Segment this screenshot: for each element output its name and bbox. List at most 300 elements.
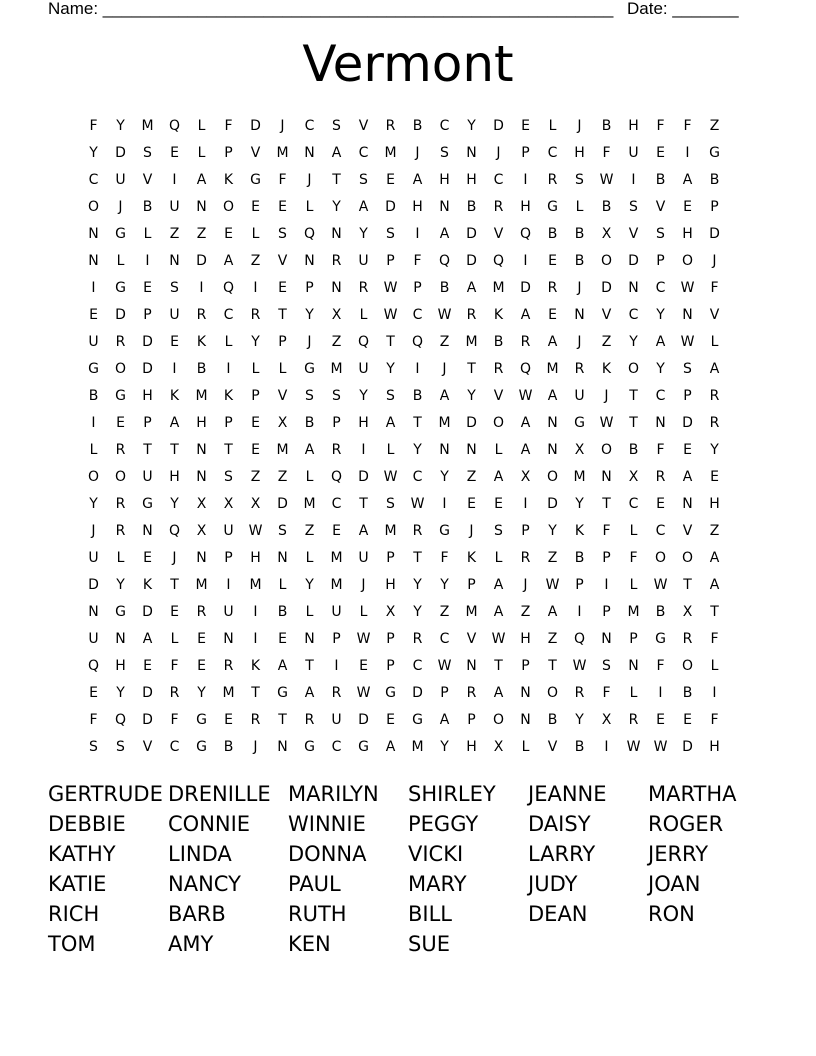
word-list-item: DAISY — [528, 812, 591, 836]
grid-letter: G — [439, 522, 450, 539]
grid-letter: P — [224, 549, 233, 566]
grid-letter: G — [115, 387, 126, 404]
grid-letter: A — [709, 549, 720, 566]
grid-letter: C — [628, 495, 639, 512]
grid-letter: B — [412, 387, 423, 404]
grid-letter: E — [332, 522, 341, 539]
grid-letter: M — [276, 144, 289, 161]
grid-letter: F — [710, 711, 719, 728]
grid-letter: I — [523, 252, 528, 269]
grid-letter: J — [442, 360, 447, 377]
grid-letter: R — [574, 684, 585, 701]
grid-letter: H — [520, 198, 531, 215]
grid-letter: E — [359, 657, 368, 674]
grid-letter: U — [574, 387, 585, 404]
grid-letter: R — [466, 684, 477, 701]
grid-letter: Z — [601, 333, 612, 350]
grid-letter: C — [439, 117, 450, 134]
grid-letter: B — [439, 279, 450, 296]
grid-letter: D — [115, 144, 126, 161]
grid-letter: S — [170, 279, 179, 296]
grid-letter: J — [307, 333, 312, 350]
grid-letter: R — [628, 711, 639, 728]
grid-letter: L — [575, 198, 584, 215]
grid-letter: L — [629, 576, 638, 593]
grid-letter: K — [250, 657, 261, 674]
grid-letter: R — [250, 711, 261, 728]
grid-letter: S — [143, 144, 152, 161]
grid-letter: V — [682, 522, 693, 539]
grid-letter: T — [413, 549, 422, 566]
grid-letter: T — [332, 171, 341, 188]
grid-letter: A — [304, 441, 315, 458]
word-list-item: TOM — [48, 932, 96, 956]
grid-letter: V — [709, 306, 720, 323]
grid-letter: O — [492, 711, 505, 728]
grid-letter: A — [439, 225, 450, 242]
grid-letter: T — [467, 360, 476, 377]
grid-letter: H — [628, 117, 639, 134]
grid-letter: F — [710, 630, 719, 647]
grid-letter: P — [386, 657, 395, 674]
grid-letter: L — [278, 576, 287, 593]
grid-letter: E — [683, 711, 692, 728]
word-list-item: JERRY — [648, 842, 709, 866]
grid-letter: H — [358, 414, 369, 431]
grid-letter: Q — [492, 252, 505, 269]
grid-letter: L — [386, 441, 395, 458]
grid-letter: A — [709, 576, 720, 593]
grid-letter: N — [88, 225, 99, 242]
grid-letter: A — [169, 414, 180, 431]
grid-letter: E — [89, 684, 98, 701]
grid-letter: P — [467, 711, 476, 728]
grid-letter: A — [385, 738, 396, 755]
grid-letter: N — [439, 441, 450, 458]
grid-letter: V — [547, 738, 558, 755]
grid-letter: A — [439, 711, 450, 728]
grid-letter: R — [115, 441, 126, 458]
grid-letter: O — [681, 252, 694, 269]
grid-letter: Y — [170, 495, 179, 512]
grid-letter: R — [331, 441, 342, 458]
grid-letter: N — [277, 738, 288, 755]
grid-letter: I — [361, 441, 366, 458]
grid-letter: I — [658, 684, 663, 701]
grid-letter: J — [361, 576, 366, 593]
grid-letter: J — [604, 387, 609, 404]
grid-letter: Y — [251, 333, 260, 350]
grid-letter: R — [682, 630, 693, 647]
grid-letter: E — [386, 171, 395, 188]
grid-letter: U — [223, 603, 234, 620]
grid-letter: R — [520, 549, 531, 566]
grid-letter: I — [172, 171, 177, 188]
grid-letter: I — [253, 603, 258, 620]
grid-letter: I — [685, 144, 690, 161]
grid-letter: N — [466, 657, 477, 674]
grid-letter: X — [223, 495, 234, 512]
grid-letter: D — [466, 414, 477, 431]
grid-letter: Q — [168, 522, 181, 539]
grid-letter: H — [466, 171, 477, 188]
grid-letter: D — [466, 252, 477, 269]
grid-letter: R — [655, 468, 666, 485]
grid-letter: E — [143, 549, 152, 566]
grid-letter: N — [196, 549, 207, 566]
grid-letter: Q — [87, 657, 100, 674]
grid-letter: E — [143, 657, 152, 674]
grid-letter: T — [602, 495, 611, 512]
grid-letter: L — [116, 252, 125, 269]
grid-letter: M — [195, 576, 208, 593]
grid-letter: K — [223, 387, 234, 404]
grid-letter: R — [358, 279, 369, 296]
grid-letter: N — [304, 144, 315, 161]
word-list-item: BILL — [408, 902, 452, 926]
grid-letter: A — [655, 333, 666, 350]
grid-letter: A — [493, 468, 504, 485]
grid-letter: H — [709, 738, 720, 755]
grid-letter: V — [493, 387, 504, 404]
grid-letter: Z — [250, 468, 261, 485]
grid-letter: L — [170, 630, 179, 647]
grid-letter: C — [358, 144, 369, 161]
word-list-item: MARY — [408, 872, 467, 896]
grid-letter: G — [574, 414, 585, 431]
grid-letter: N — [628, 657, 639, 674]
grid-letter: A — [493, 603, 504, 620]
grid-letter: Z — [439, 333, 450, 350]
grid-letter: A — [547, 603, 558, 620]
grid-letter: B — [601, 117, 612, 134]
grid-letter: Y — [116, 576, 125, 593]
name-field-label: Name: ______________________________________________________ — [48, 0, 614, 18]
grid-letter: O — [600, 252, 613, 269]
grid-letter: T — [224, 441, 233, 458]
grid-letter: O — [87, 198, 100, 215]
grid-letter: P — [413, 279, 422, 296]
word-list — [48, 779, 768, 959]
grid-letter: E — [170, 603, 179, 620]
word-list-item: LARRY — [528, 842, 596, 866]
grid-letter: N — [439, 198, 450, 215]
grid-letter: A — [439, 387, 450, 404]
grid-letter: R — [385, 117, 396, 134]
grid-letter: T — [548, 657, 557, 674]
grid-letter: P — [143, 414, 152, 431]
grid-letter: M — [330, 360, 343, 377]
grid-letter: S — [683, 360, 692, 377]
grid-letter: Y — [440, 738, 449, 755]
grid-letter: P — [440, 684, 449, 701]
grid-letter: G — [277, 684, 288, 701]
word-list-item: RUTH — [288, 902, 347, 926]
grid-letter: I — [253, 279, 258, 296]
grid-letter: D — [385, 198, 396, 215]
grid-letter: U — [115, 171, 126, 188]
grid-letter: C — [412, 306, 423, 323]
grid-letter: G — [115, 279, 126, 296]
grid-letter: C — [331, 738, 342, 755]
word-list-item: GERTRUDE — [48, 782, 163, 806]
grid-letter: U — [88, 549, 99, 566]
grid-letter: U — [358, 252, 369, 269]
grid-letter: A — [682, 171, 693, 188]
grid-letter: K — [196, 333, 207, 350]
grid-letter: W — [410, 495, 425, 512]
grid-letter: E — [197, 630, 206, 647]
grid-letter: Y — [89, 144, 98, 161]
grid-letter: A — [520, 414, 531, 431]
grid-letter: E — [548, 252, 557, 269]
grid-letter: S — [494, 522, 503, 539]
grid-letter: G — [196, 738, 207, 755]
grid-letter: J — [415, 144, 420, 161]
grid-letter: H — [709, 495, 720, 512]
grid-letter: E — [521, 117, 530, 134]
grid-letter: H — [115, 657, 126, 674]
word-list-item: NANCY — [168, 872, 241, 896]
grid-letter: H — [412, 198, 423, 215]
grid-letter: L — [251, 225, 260, 242]
grid-letter: U — [331, 603, 342, 620]
grid-letter: P — [305, 279, 314, 296]
grid-letter: G — [412, 711, 423, 728]
grid-letter: E — [224, 711, 233, 728]
grid-letter: O — [492, 414, 505, 431]
grid-letter: X — [520, 468, 531, 485]
grid-letter: W — [680, 333, 695, 350]
grid-letter: F — [656, 441, 665, 458]
grid-letter: I — [226, 360, 231, 377]
grid-letter: X — [601, 711, 612, 728]
grid-letter: Y — [656, 306, 665, 323]
grid-letter: P — [332, 414, 341, 431]
grid-letter: N — [142, 522, 153, 539]
grid-letter: X — [574, 441, 585, 458]
grid-letter: R — [223, 657, 234, 674]
grid-letter: H — [520, 630, 531, 647]
word-list-item: KATHY — [48, 842, 116, 866]
grid-letter: B — [223, 738, 234, 755]
grid-letter: S — [386, 495, 395, 512]
grid-letter: L — [494, 441, 503, 458]
grid-letter: X — [196, 495, 207, 512]
grid-letter: U — [169, 306, 180, 323]
grid-letter: D — [115, 306, 126, 323]
grid-letter: D — [358, 468, 369, 485]
grid-letter: L — [629, 522, 638, 539]
grid-letter: F — [413, 252, 422, 269]
grid-letter: T — [386, 333, 395, 350]
grid-letter: W — [680, 279, 695, 296]
grid-letter: B — [682, 684, 693, 701]
grid-letter: B — [574, 225, 585, 242]
grid-letter: O — [222, 198, 235, 215]
grid-letter: I — [415, 225, 420, 242]
grid-letter: L — [197, 144, 206, 161]
grid-letter: Z — [709, 117, 720, 134]
grid-letter: C — [493, 171, 504, 188]
grid-letter: R — [574, 360, 585, 377]
grid-letter: E — [116, 414, 125, 431]
grid-letter: N — [628, 279, 639, 296]
grid-letter: V — [655, 198, 666, 215]
grid-letter: B — [655, 603, 666, 620]
grid-letter: H — [682, 225, 693, 242]
grid-letter: Y — [575, 495, 584, 512]
grid-letter: L — [89, 441, 98, 458]
grid-letter: P — [278, 333, 287, 350]
grid-letter: S — [332, 387, 341, 404]
grid-letter: I — [523, 495, 528, 512]
grid-letter: V — [493, 225, 504, 242]
grid-letter: W — [653, 576, 668, 593]
grid-letter: K — [142, 576, 153, 593]
grid-letter: D — [277, 495, 288, 512]
grid-letter: S — [602, 657, 611, 674]
grid-letter: K — [574, 522, 585, 539]
grid-letter: D — [250, 117, 261, 134]
grid-letter: W — [599, 171, 614, 188]
grid-letter: M — [384, 522, 397, 539]
grid-letter: O — [114, 360, 127, 377]
grid-letter: K — [601, 360, 612, 377]
grid-letter: C — [331, 495, 342, 512]
grid-letter: X — [601, 225, 612, 242]
grid-letter: X — [277, 414, 288, 431]
grid-letter: Z — [196, 225, 207, 242]
grid-letter: Q — [438, 252, 451, 269]
grid-letter: U — [142, 468, 153, 485]
grid-letter: E — [683, 441, 692, 458]
grid-letter: J — [91, 522, 96, 539]
word-list-item: SUE — [408, 932, 450, 956]
grid-letter: P — [386, 549, 395, 566]
grid-letter: N — [655, 414, 666, 431]
grid-letter: R — [115, 495, 126, 512]
grid-letter: M — [330, 549, 343, 566]
grid-letter: F — [683, 117, 692, 134]
grid-letter: M — [438, 414, 451, 431]
grid-letter: D — [709, 225, 720, 242]
grid-letter: Z — [304, 522, 315, 539]
grid-letter: L — [629, 684, 638, 701]
grid-letter: Q — [114, 711, 127, 728]
grid-letter: F — [89, 117, 98, 134]
grid-letter: H — [385, 576, 396, 593]
grid-letter: E — [89, 306, 98, 323]
grid-letter: T — [170, 441, 179, 458]
grid-letter: P — [143, 306, 152, 323]
grid-letter: A — [358, 198, 369, 215]
grid-letter: W — [572, 657, 587, 674]
grid-letter: J — [253, 738, 258, 755]
grid-letter: D — [682, 414, 693, 431]
grid-letter: R — [520, 333, 531, 350]
grid-letter: R — [250, 306, 261, 323]
word-list-item: DEAN — [528, 902, 588, 926]
grid-letter: Y — [413, 603, 422, 620]
date-field-label: Date: _______ — [627, 0, 739, 18]
grid-letter: J — [496, 144, 501, 161]
grid-letter: B — [547, 711, 558, 728]
grid-letter: M — [492, 279, 505, 296]
grid-letter: A — [277, 657, 288, 674]
grid-letter: E — [467, 495, 476, 512]
grid-letter: R — [547, 279, 558, 296]
grid-letter: L — [278, 360, 287, 377]
grid-letter: T — [278, 306, 287, 323]
grid-letter: G — [304, 360, 315, 377]
grid-letter: J — [118, 198, 123, 215]
grid-letter: Y — [548, 522, 557, 539]
grid-letter: R — [709, 387, 720, 404]
grid-letter: W — [383, 279, 398, 296]
grid-letter: A — [709, 360, 720, 377]
grid-letter: L — [710, 657, 719, 674]
grid-letter: N — [196, 198, 207, 215]
grid-letter: D — [142, 333, 153, 350]
grid-letter: T — [251, 684, 260, 701]
grid-letter: D — [628, 252, 639, 269]
grid-letter: F — [656, 657, 665, 674]
grid-letter: U — [358, 360, 369, 377]
grid-letter: A — [358, 522, 369, 539]
grid-letter: I — [604, 576, 609, 593]
grid-letter: R — [493, 198, 504, 215]
grid-letter: A — [412, 171, 423, 188]
grid-letter: L — [224, 333, 233, 350]
grid-letter: C — [628, 306, 639, 323]
grid-letter: O — [681, 549, 694, 566]
grid-letter: H — [169, 468, 180, 485]
grid-letter: L — [305, 198, 314, 215]
grid-letter: A — [304, 684, 315, 701]
grid-letter: B — [709, 171, 720, 188]
grid-letter: Z — [439, 603, 450, 620]
grid-letter: Q — [411, 333, 424, 350]
grid-letter: E — [278, 630, 287, 647]
word-list-item: ROGER — [648, 812, 724, 836]
grid-letter: A — [547, 387, 558, 404]
grid-letter: Z — [250, 252, 261, 269]
grid-letter: B — [601, 198, 612, 215]
grid-letter: T — [278, 711, 287, 728]
grid-letter: L — [710, 333, 719, 350]
grid-letter: G — [304, 738, 315, 755]
grid-letter: Y — [116, 684, 125, 701]
grid-letter: M — [222, 684, 235, 701]
grid-letter: I — [91, 414, 96, 431]
grid-letter: Y — [413, 576, 422, 593]
grid-letter: U — [223, 522, 234, 539]
grid-letter: Z — [331, 333, 342, 350]
grid-letter: C — [412, 657, 423, 674]
grid-letter: N — [520, 684, 531, 701]
grid-letter: N — [304, 252, 315, 269]
grid-letter: C — [304, 117, 315, 134]
grid-letter: P — [251, 387, 260, 404]
grid-letter: Y — [467, 387, 476, 404]
grid-letter: G — [709, 144, 720, 161]
grid-letter: P — [224, 144, 233, 161]
grid-letter: X — [628, 468, 639, 485]
grid-letter: O — [681, 657, 694, 674]
grid-letter: M — [276, 441, 289, 458]
grid-letter: N — [574, 306, 585, 323]
